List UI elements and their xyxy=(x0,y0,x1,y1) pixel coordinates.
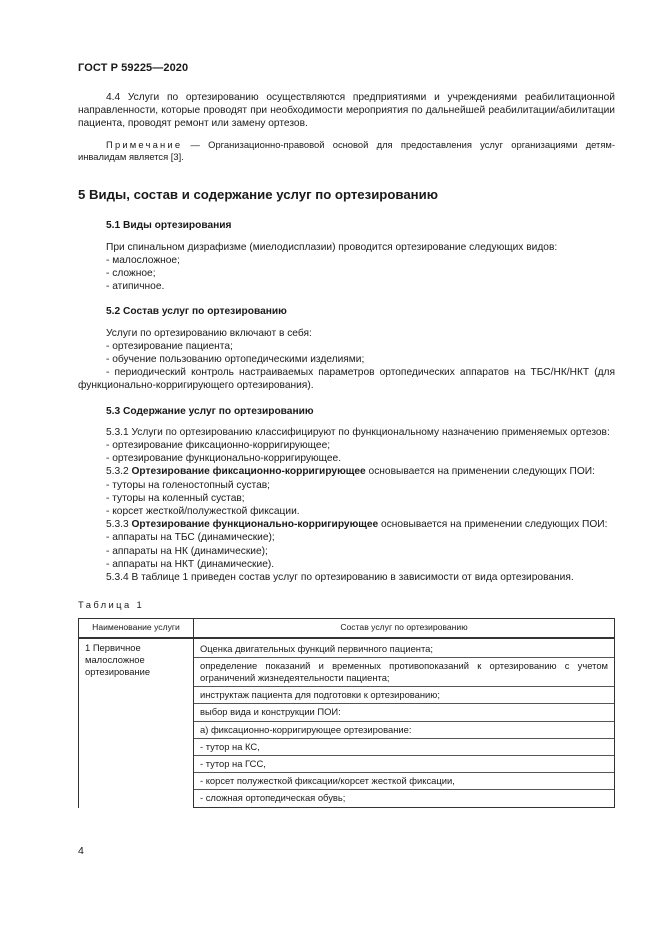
list-item: - ортезирование фиксационно-корригирующее; xyxy=(106,440,331,452)
paragraph-rest: основывается на применении следующих ПОИ: xyxy=(378,519,608,531)
list-item: - аппараты на ТБС (динамические); xyxy=(106,532,275,544)
list-item: - ортезирование пациента; xyxy=(106,340,233,352)
column-header-service-name: Наименование услуги xyxy=(79,618,194,638)
note-label: Примечание xyxy=(106,138,183,150)
services-table xyxy=(78,618,615,808)
paragraph-number: 5.3.2 xyxy=(106,466,132,478)
standard-header: ГОСТ Р 59225—2020 xyxy=(78,62,189,74)
composition-line: - сложная ортопедическая обувь; xyxy=(194,790,614,807)
composition-line: а) фиксационно-корригирующее ортезирование: xyxy=(194,722,614,739)
list-item-long: - периодический контроль настраиваемых параметров ортопедических аппаратов на ТБС/НК/НКТ (для функционально-корригирующего ортезирования). xyxy=(78,367,615,392)
column-header-service-composition: Состав услуг по ортезированию xyxy=(194,618,615,638)
paragraph-5-3-1: 5.3.1 Услуги по ортезированию классифицируют по функциональному назначению применяемых ортезов: xyxy=(106,426,610,438)
composition-line: определение показаний и временных противопоказаний к ортезированию с учетом ограничений жизнедеятельности пациента; xyxy=(194,658,614,687)
list-item: - обучение пользованию ортопедическими изделиями; xyxy=(106,354,365,366)
list-item: - туторы на коленный сустав; xyxy=(106,492,245,504)
section-5-1-title: 5.1 Виды ортезирования xyxy=(106,220,232,232)
list-item: - корсет жесткой/полужесткой фиксации. xyxy=(106,506,300,518)
section-5-title: 5 Виды, состав и содержание услуг по ортезированию xyxy=(78,187,439,203)
paragraph-5-3-2 xyxy=(78,465,615,478)
section-5-3-title: 5.3 Содержание услуг по ортезированию xyxy=(106,405,314,417)
paragraph-5-3-4: 5.3.4 В таблице 1 приведен состав услуг по ортезированию в зависимости от вида ортезирования. xyxy=(106,572,574,584)
service-composition-cell xyxy=(194,638,615,808)
table-header-row xyxy=(79,618,615,638)
composition-line: выбор вида и конструкции ПОИ: xyxy=(194,704,614,721)
page-number: 4 xyxy=(78,845,84,857)
note-text: — Организационно-правовой основой для предоставления услуг организациями детям-инвалидам является [3]. xyxy=(78,138,615,163)
page-content xyxy=(78,91,615,808)
list-item: - аппараты на НК (динамические); xyxy=(106,545,268,557)
composition-line: - корсет полужесткой фиксации/корсет жесткой фиксации, xyxy=(194,773,614,790)
list-item: - ортезирование функционально-корригирующее. xyxy=(106,453,342,465)
service-name-cell: 1 Первичное малосложное ортезирование xyxy=(79,638,194,808)
section-5-1-lead: При спинальном дизрафизме (миелодисплазии) проводится ортезирование следующих видов: xyxy=(106,241,558,253)
paragraph-4-4: 4.4 Услуги по ортезированию осуществляются предприятиями и учреждениями реабилитационной направленности, которые проводят при необходимости мероприятия по дальнейшей реабилитации/абилитации пациента, проводят ремонт или замену ортезов. xyxy=(78,92,615,130)
list-item: - аппараты на НКТ (динамические). xyxy=(106,558,275,570)
section-5-2-lead: Услуги по ортезированию включают в себя: xyxy=(106,327,312,339)
composition-line: Оценка двигательных функций первичного пациента; xyxy=(194,641,614,658)
paragraph-number: 5.3.3 xyxy=(106,519,132,531)
composition-line: - тутор на КС, xyxy=(194,739,614,756)
list-item: - сложное; xyxy=(106,268,156,280)
bold-term: Ортезирование фиксационно-корригирующее xyxy=(131,466,366,478)
paragraph-rest: основывается на применении следующих ПОИ: xyxy=(365,466,595,478)
paragraph-5-3-3 xyxy=(78,518,615,531)
section-5-2-title: 5.2 Состав услуг по ортезированию xyxy=(106,306,287,318)
table-row xyxy=(79,638,615,808)
composition-line: - тутор на ГСС, xyxy=(194,756,614,773)
bold-term: Ортезирование функционально-корригирующее xyxy=(131,519,379,531)
list-item: - туторы на голеностопный сустав; xyxy=(106,479,271,491)
composition-line: инструктаж пациента для подготовки к ортезированию; xyxy=(194,687,614,704)
list-item: - малосложное; xyxy=(106,254,180,266)
note xyxy=(78,139,615,164)
table-caption: Таблица 1 xyxy=(78,599,145,611)
list-item: - атипичное. xyxy=(106,281,165,293)
